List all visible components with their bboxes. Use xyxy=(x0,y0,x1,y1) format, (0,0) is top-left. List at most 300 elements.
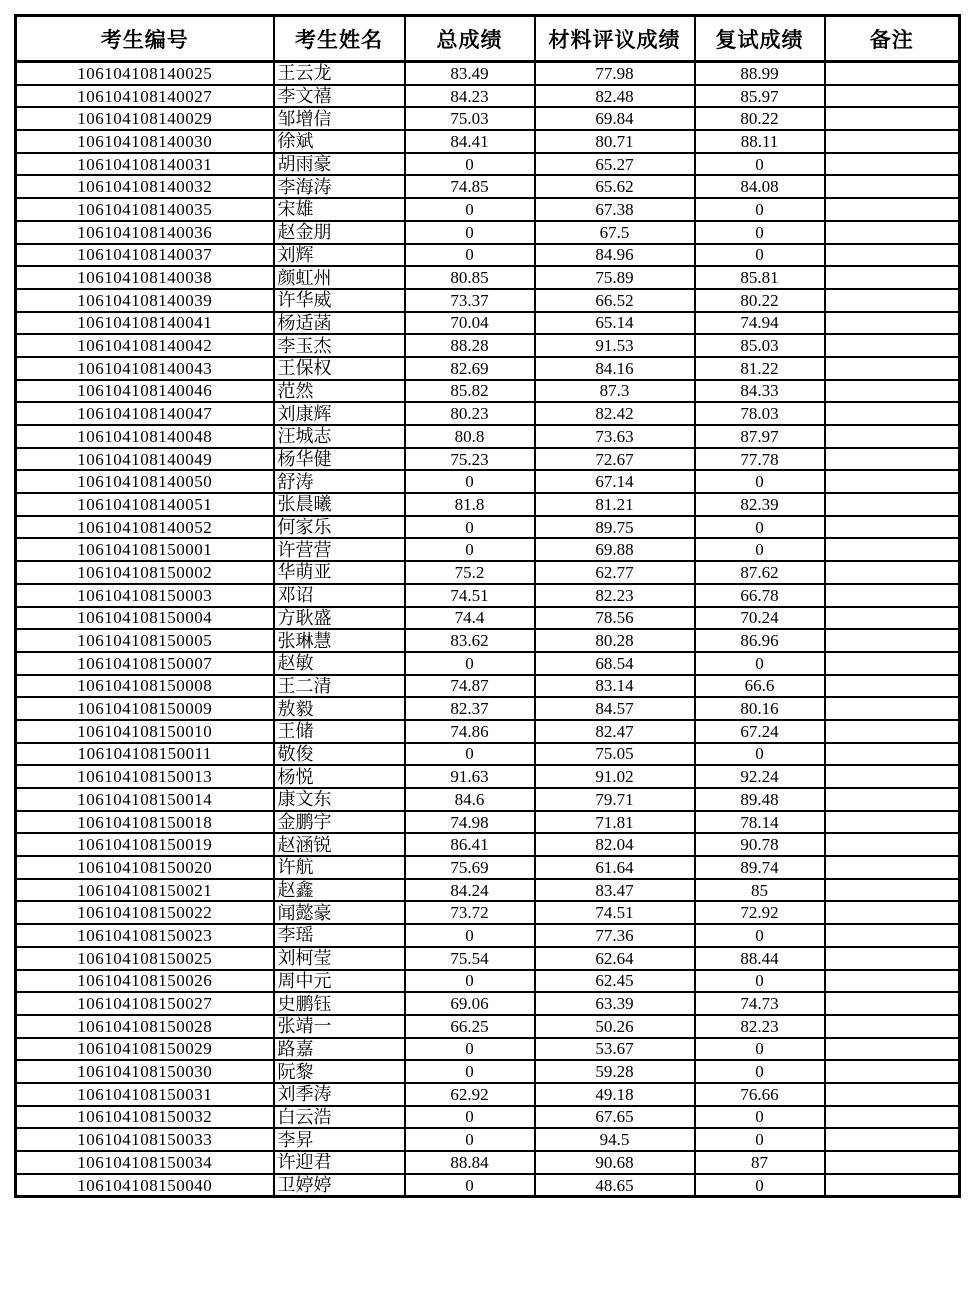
table-row xyxy=(16,538,960,561)
cell-exam-id: 106104108150034 xyxy=(16,1151,274,1174)
cell-candidate-name: 李玉杰 xyxy=(274,334,405,357)
cell-exam-id: 106104108150020 xyxy=(16,856,274,879)
cell-material-review-score: 65.62 xyxy=(535,175,695,198)
cell-candidate-name: 张晨曦 xyxy=(274,493,405,516)
cell-total-score: 75.69 xyxy=(405,856,535,879)
table-row xyxy=(16,1015,960,1038)
cell-remarks xyxy=(825,992,960,1015)
cell-remarks xyxy=(825,289,960,312)
cell-total-score: 0 xyxy=(405,244,535,267)
cell-material-review-score: 84.57 xyxy=(535,697,695,720)
cell-candidate-name: 张琳慧 xyxy=(274,629,405,652)
cell-total-score: 75.23 xyxy=(405,448,535,471)
cell-remarks xyxy=(825,811,960,834)
table-row xyxy=(16,402,960,425)
table-row xyxy=(16,289,960,312)
cell-exam-id: 106104108150014 xyxy=(16,788,274,811)
cell-retest-score: 67.24 xyxy=(695,720,825,743)
cell-retest-score: 74.94 xyxy=(695,312,825,335)
cell-retest-score: 0 xyxy=(695,1060,825,1083)
cell-total-score: 74.4 xyxy=(405,607,535,630)
cell-exam-id: 106104108150032 xyxy=(16,1106,274,1129)
cell-material-review-score: 82.47 xyxy=(535,720,695,743)
cell-candidate-name: 路嘉 xyxy=(274,1038,405,1061)
cell-retest-score: 70.24 xyxy=(695,607,825,630)
cell-total-score: 75.54 xyxy=(405,947,535,970)
cell-remarks xyxy=(825,130,960,153)
cell-material-review-score: 53.67 xyxy=(535,1038,695,1061)
table-row xyxy=(16,1128,960,1151)
cell-remarks xyxy=(825,901,960,924)
cell-exam-id: 106104108150010 xyxy=(16,720,274,743)
cell-candidate-name: 赵金朋 xyxy=(274,221,405,244)
cell-material-review-score: 83.47 xyxy=(535,879,695,902)
cell-material-review-score: 91.53 xyxy=(535,334,695,357)
cell-candidate-name: 华萌亚 xyxy=(274,561,405,584)
cell-candidate-name: 王保权 xyxy=(274,357,405,380)
table-body xyxy=(16,62,960,1197)
cell-total-score: 83.49 xyxy=(405,62,535,85)
cell-retest-score: 80.22 xyxy=(695,289,825,312)
cell-remarks xyxy=(825,470,960,493)
cell-exam-id: 106104108150023 xyxy=(16,924,274,947)
table-row xyxy=(16,1060,960,1083)
cell-material-review-score: 75.05 xyxy=(535,743,695,766)
cell-candidate-name: 范然 xyxy=(274,380,405,403)
table-row xyxy=(16,357,960,380)
cell-candidate-name: 宋雄 xyxy=(274,198,405,221)
cell-retest-score: 78.14 xyxy=(695,811,825,834)
header-total-score: 总成绩 xyxy=(405,16,535,62)
cell-retest-score: 0 xyxy=(695,470,825,493)
cell-material-review-score: 65.27 xyxy=(535,153,695,176)
cell-material-review-score: 67.65 xyxy=(535,1106,695,1129)
cell-total-score: 80.85 xyxy=(405,266,535,289)
cell-retest-score: 0 xyxy=(695,652,825,675)
cell-remarks xyxy=(825,743,960,766)
cell-candidate-name: 闻懿豪 xyxy=(274,901,405,924)
cell-retest-score: 81.22 xyxy=(695,357,825,380)
cell-retest-score: 0 xyxy=(695,1174,825,1197)
cell-retest-score: 74.73 xyxy=(695,992,825,1015)
cell-material-review-score: 83.14 xyxy=(535,675,695,698)
cell-candidate-name: 康文东 xyxy=(274,788,405,811)
cell-remarks xyxy=(825,697,960,720)
cell-retest-score: 0 xyxy=(695,970,825,993)
cell-exam-id: 106104108140047 xyxy=(16,402,274,425)
cell-material-review-score: 67.38 xyxy=(535,198,695,221)
cell-material-review-score: 82.23 xyxy=(535,584,695,607)
cell-candidate-name: 阮黎 xyxy=(274,1060,405,1083)
table-row xyxy=(16,947,960,970)
cell-material-review-score: 63.39 xyxy=(535,992,695,1015)
cell-material-review-score: 80.28 xyxy=(535,629,695,652)
cell-exam-id: 106104108150005 xyxy=(16,629,274,652)
cell-exam-id: 106104108150007 xyxy=(16,652,274,675)
cell-remarks xyxy=(825,448,960,471)
cell-exam-id: 106104108150013 xyxy=(16,765,274,788)
cell-total-score: 0 xyxy=(405,1060,535,1083)
table-row xyxy=(16,1038,960,1061)
cell-material-review-score: 66.52 xyxy=(535,289,695,312)
cell-remarks xyxy=(825,62,960,85)
cell-retest-score: 87.62 xyxy=(695,561,825,584)
table-row xyxy=(16,743,960,766)
cell-total-score: 0 xyxy=(405,743,535,766)
cell-exam-id: 106104108150022 xyxy=(16,901,274,924)
cell-material-review-score: 94.5 xyxy=(535,1128,695,1151)
cell-total-score: 0 xyxy=(405,153,535,176)
table-row xyxy=(16,901,960,924)
cell-candidate-name: 舒涛 xyxy=(274,470,405,493)
cell-remarks xyxy=(825,1038,960,1061)
cell-remarks xyxy=(825,1060,960,1083)
cell-candidate-name: 何家乐 xyxy=(274,516,405,539)
table-row xyxy=(16,448,960,471)
table-row xyxy=(16,244,960,267)
table-row xyxy=(16,970,960,993)
cell-candidate-name: 刘辉 xyxy=(274,244,405,267)
cell-candidate-name: 赵敏 xyxy=(274,652,405,675)
cell-exam-id: 106104108140048 xyxy=(16,425,274,448)
cell-material-review-score: 65.14 xyxy=(535,312,695,335)
cell-material-review-score: 82.48 xyxy=(535,85,695,108)
cell-exam-id: 106104108140036 xyxy=(16,221,274,244)
cell-retest-score: 0 xyxy=(695,924,825,947)
cell-exam-id: 106104108140035 xyxy=(16,198,274,221)
cell-candidate-name: 许华威 xyxy=(274,289,405,312)
cell-candidate-name: 敖毅 xyxy=(274,697,405,720)
cell-material-review-score: 59.28 xyxy=(535,1060,695,1083)
cell-material-review-score: 78.56 xyxy=(535,607,695,630)
cell-retest-score: 0 xyxy=(695,1106,825,1129)
cell-exam-id: 106104108140043 xyxy=(16,357,274,380)
cell-candidate-name: 李文禧 xyxy=(274,85,405,108)
table-row xyxy=(16,107,960,130)
cell-exam-id: 106104108140051 xyxy=(16,493,274,516)
table-row xyxy=(16,334,960,357)
cell-exam-id: 106104108140039 xyxy=(16,289,274,312)
cell-material-review-score: 82.04 xyxy=(535,833,695,856)
cell-material-review-score: 62.64 xyxy=(535,947,695,970)
cell-material-review-score: 67.5 xyxy=(535,221,695,244)
cell-remarks xyxy=(825,1151,960,1174)
table-row xyxy=(16,992,960,1015)
cell-retest-score: 89.48 xyxy=(695,788,825,811)
table-row xyxy=(16,1106,960,1129)
cell-exam-id: 106104108150004 xyxy=(16,607,274,630)
cell-total-score: 74.98 xyxy=(405,811,535,834)
cell-material-review-score: 84.96 xyxy=(535,244,695,267)
cell-remarks xyxy=(825,1106,960,1129)
cell-total-score: 0 xyxy=(405,198,535,221)
cell-exam-id: 106104108140029 xyxy=(16,107,274,130)
cell-remarks xyxy=(825,266,960,289)
cell-remarks xyxy=(825,334,960,357)
cell-material-review-score: 90.68 xyxy=(535,1151,695,1174)
table-row xyxy=(16,266,960,289)
table-row xyxy=(16,1083,960,1106)
cell-remarks xyxy=(825,675,960,698)
cell-candidate-name: 徐斌 xyxy=(274,130,405,153)
table-row xyxy=(16,130,960,153)
cell-total-score: 75.2 xyxy=(405,561,535,584)
cell-remarks xyxy=(825,357,960,380)
cell-material-review-score: 68.54 xyxy=(535,652,695,675)
cell-remarks xyxy=(825,765,960,788)
header-retest-score: 复试成绩 xyxy=(695,16,825,62)
cell-material-review-score: 62.77 xyxy=(535,561,695,584)
cell-remarks xyxy=(825,425,960,448)
cell-material-review-score: 62.45 xyxy=(535,970,695,993)
cell-material-review-score: 50.26 xyxy=(535,1015,695,1038)
table-row xyxy=(16,470,960,493)
cell-candidate-name: 王云龙 xyxy=(274,62,405,85)
table-row xyxy=(16,765,960,788)
cell-retest-score: 86.96 xyxy=(695,629,825,652)
cell-retest-score: 90.78 xyxy=(695,833,825,856)
cell-exam-id: 106104108150002 xyxy=(16,561,274,584)
table-row xyxy=(16,221,960,244)
cell-material-review-score: 84.16 xyxy=(535,357,695,380)
cell-exam-id: 106104108150033 xyxy=(16,1128,274,1151)
cell-retest-score: 76.66 xyxy=(695,1083,825,1106)
cell-total-score: 86.41 xyxy=(405,833,535,856)
cell-candidate-name: 周中元 xyxy=(274,970,405,993)
cell-remarks xyxy=(825,493,960,516)
cell-remarks xyxy=(825,561,960,584)
cell-retest-score: 89.74 xyxy=(695,856,825,879)
cell-retest-score: 66.78 xyxy=(695,584,825,607)
cell-total-score: 80.23 xyxy=(405,402,535,425)
table-row xyxy=(16,312,960,335)
table-row xyxy=(16,153,960,176)
cell-total-score: 0 xyxy=(405,652,535,675)
cell-retest-score: 85 xyxy=(695,879,825,902)
cell-exam-id: 106104108140046 xyxy=(16,380,274,403)
cell-retest-score: 82.39 xyxy=(695,493,825,516)
cell-candidate-name: 史鹏钰 xyxy=(274,992,405,1015)
cell-exam-id: 106104108140031 xyxy=(16,153,274,176)
cell-total-score: 84.41 xyxy=(405,130,535,153)
cell-total-score: 74.87 xyxy=(405,675,535,698)
cell-material-review-score: 67.14 xyxy=(535,470,695,493)
cell-material-review-score: 69.88 xyxy=(535,538,695,561)
cell-remarks xyxy=(825,629,960,652)
cell-retest-score: 0 xyxy=(695,221,825,244)
table-row xyxy=(16,788,960,811)
cell-material-review-score: 49.18 xyxy=(535,1083,695,1106)
cell-remarks xyxy=(825,856,960,879)
cell-remarks xyxy=(825,970,960,993)
cell-candidate-name: 杨适菡 xyxy=(274,312,405,335)
cell-exam-id: 106104108150029 xyxy=(16,1038,274,1061)
cell-material-review-score: 75.89 xyxy=(535,266,695,289)
table-row xyxy=(16,856,960,879)
cell-total-score: 0 xyxy=(405,924,535,947)
cell-total-score: 84.23 xyxy=(405,85,535,108)
cell-exam-id: 106104108140032 xyxy=(16,175,274,198)
cell-retest-score: 0 xyxy=(695,1038,825,1061)
cell-exam-id: 106104108140037 xyxy=(16,244,274,267)
cell-retest-score: 78.03 xyxy=(695,402,825,425)
cell-remarks xyxy=(825,85,960,108)
cell-material-review-score: 80.71 xyxy=(535,130,695,153)
cell-remarks xyxy=(825,198,960,221)
cell-material-review-score: 61.64 xyxy=(535,856,695,879)
cell-candidate-name: 敬俊 xyxy=(274,743,405,766)
cell-candidate-name: 赵鑫 xyxy=(274,879,405,902)
cell-exam-id: 106104108140052 xyxy=(16,516,274,539)
cell-retest-score: 66.6 xyxy=(695,675,825,698)
cell-total-score: 0 xyxy=(405,1106,535,1129)
cell-exam-id: 106104108150027 xyxy=(16,992,274,1015)
cell-remarks xyxy=(825,516,960,539)
cell-total-score: 0 xyxy=(405,1128,535,1151)
cell-remarks xyxy=(825,947,960,970)
cell-candidate-name: 王储 xyxy=(274,720,405,743)
cell-remarks xyxy=(825,175,960,198)
cell-exam-id: 106104108140050 xyxy=(16,470,274,493)
table-row xyxy=(16,175,960,198)
cell-total-score: 66.25 xyxy=(405,1015,535,1038)
table-row xyxy=(16,561,960,584)
table-row xyxy=(16,1174,960,1197)
cell-retest-score: 80.22 xyxy=(695,107,825,130)
cell-exam-id: 106104108150009 xyxy=(16,697,274,720)
cell-material-review-score: 48.65 xyxy=(535,1174,695,1197)
cell-exam-id: 106104108150018 xyxy=(16,811,274,834)
cell-exam-id: 106104108140030 xyxy=(16,130,274,153)
cell-total-score: 0 xyxy=(405,516,535,539)
cell-remarks xyxy=(825,652,960,675)
cell-retest-score: 87.97 xyxy=(695,425,825,448)
cell-retest-score: 0 xyxy=(695,153,825,176)
cell-material-review-score: 81.21 xyxy=(535,493,695,516)
cell-total-score: 91.63 xyxy=(405,765,535,788)
cell-material-review-score: 87.3 xyxy=(535,380,695,403)
header-row xyxy=(16,16,960,62)
cell-candidate-name: 刘季涛 xyxy=(274,1083,405,1106)
cell-remarks xyxy=(825,879,960,902)
cell-retest-score: 84.33 xyxy=(695,380,825,403)
cell-remarks xyxy=(825,402,960,425)
cell-candidate-name: 杨悦 xyxy=(274,765,405,788)
cell-total-score: 82.69 xyxy=(405,357,535,380)
table-row xyxy=(16,652,960,675)
cell-candidate-name: 刘柯莹 xyxy=(274,947,405,970)
cell-exam-id: 106104108150026 xyxy=(16,970,274,993)
cell-total-score: 70.04 xyxy=(405,312,535,335)
cell-total-score: 83.62 xyxy=(405,629,535,652)
cell-remarks xyxy=(825,107,960,130)
cell-material-review-score: 89.75 xyxy=(535,516,695,539)
cell-candidate-name: 李海涛 xyxy=(274,175,405,198)
cell-retest-score: 85.03 xyxy=(695,334,825,357)
table-row xyxy=(16,879,960,902)
table-row xyxy=(16,380,960,403)
cell-total-score: 69.06 xyxy=(405,992,535,1015)
cell-remarks xyxy=(825,1128,960,1151)
cell-total-score: 73.72 xyxy=(405,901,535,924)
cell-remarks xyxy=(825,788,960,811)
cell-total-score: 0 xyxy=(405,470,535,493)
cell-retest-score: 77.78 xyxy=(695,448,825,471)
cell-retest-score: 72.92 xyxy=(695,901,825,924)
cell-retest-score: 0 xyxy=(695,244,825,267)
cell-candidate-name: 汪城志 xyxy=(274,425,405,448)
cell-total-score: 82.37 xyxy=(405,697,535,720)
cell-exam-id: 106104108150008 xyxy=(16,675,274,698)
table-row xyxy=(16,675,960,698)
cell-remarks xyxy=(825,584,960,607)
table-row xyxy=(16,584,960,607)
cell-exam-id: 106104108150040 xyxy=(16,1174,274,1197)
cell-retest-score: 0 xyxy=(695,516,825,539)
cell-material-review-score: 72.67 xyxy=(535,448,695,471)
cell-total-score: 88.28 xyxy=(405,334,535,357)
cell-total-score: 80.8 xyxy=(405,425,535,448)
cell-candidate-name: 金鹏宇 xyxy=(274,811,405,834)
cell-remarks xyxy=(825,221,960,244)
cell-retest-score: 92.24 xyxy=(695,765,825,788)
cell-remarks xyxy=(825,1083,960,1106)
header-exam-id: 考生编号 xyxy=(16,16,274,62)
cell-remarks xyxy=(825,538,960,561)
cell-remarks xyxy=(825,1015,960,1038)
cell-remarks xyxy=(825,924,960,947)
cell-candidate-name: 邓诏 xyxy=(274,584,405,607)
cell-candidate-name: 许迎君 xyxy=(274,1151,405,1174)
cell-retest-score: 0 xyxy=(695,538,825,561)
cell-total-score: 0 xyxy=(405,538,535,561)
cell-exam-id: 106104108140049 xyxy=(16,448,274,471)
cell-exam-id: 106104108140025 xyxy=(16,62,274,85)
cell-remarks xyxy=(825,833,960,856)
cell-material-review-score: 82.42 xyxy=(535,402,695,425)
cell-exam-id: 106104108150025 xyxy=(16,947,274,970)
table-row xyxy=(16,516,960,539)
cell-retest-score: 0 xyxy=(695,743,825,766)
cell-remarks xyxy=(825,720,960,743)
cell-total-score: 0 xyxy=(405,1038,535,1061)
cell-total-score: 62.92 xyxy=(405,1083,535,1106)
table-row xyxy=(16,924,960,947)
table-row xyxy=(16,493,960,516)
table-row xyxy=(16,607,960,630)
cell-exam-id: 106104108150003 xyxy=(16,584,274,607)
cell-candidate-name: 许航 xyxy=(274,856,405,879)
cell-total-score: 84.24 xyxy=(405,879,535,902)
cell-retest-score: 88.44 xyxy=(695,947,825,970)
cell-exam-id: 106104108150001 xyxy=(16,538,274,561)
cell-retest-score: 84.08 xyxy=(695,175,825,198)
table-row xyxy=(16,629,960,652)
cell-candidate-name: 杨华健 xyxy=(274,448,405,471)
cell-material-review-score: 91.02 xyxy=(535,765,695,788)
cell-candidate-name: 邹增信 xyxy=(274,107,405,130)
cell-exam-id: 106104108150031 xyxy=(16,1083,274,1106)
cell-remarks xyxy=(825,244,960,267)
cell-total-score: 0 xyxy=(405,970,535,993)
cell-total-score: 74.85 xyxy=(405,175,535,198)
cell-material-review-score: 77.36 xyxy=(535,924,695,947)
cell-total-score: 0 xyxy=(405,1174,535,1197)
cell-exam-id: 106104108150011 xyxy=(16,743,274,766)
cell-retest-score: 85.81 xyxy=(695,266,825,289)
cell-remarks xyxy=(825,312,960,335)
cell-candidate-name: 赵涵锐 xyxy=(274,833,405,856)
